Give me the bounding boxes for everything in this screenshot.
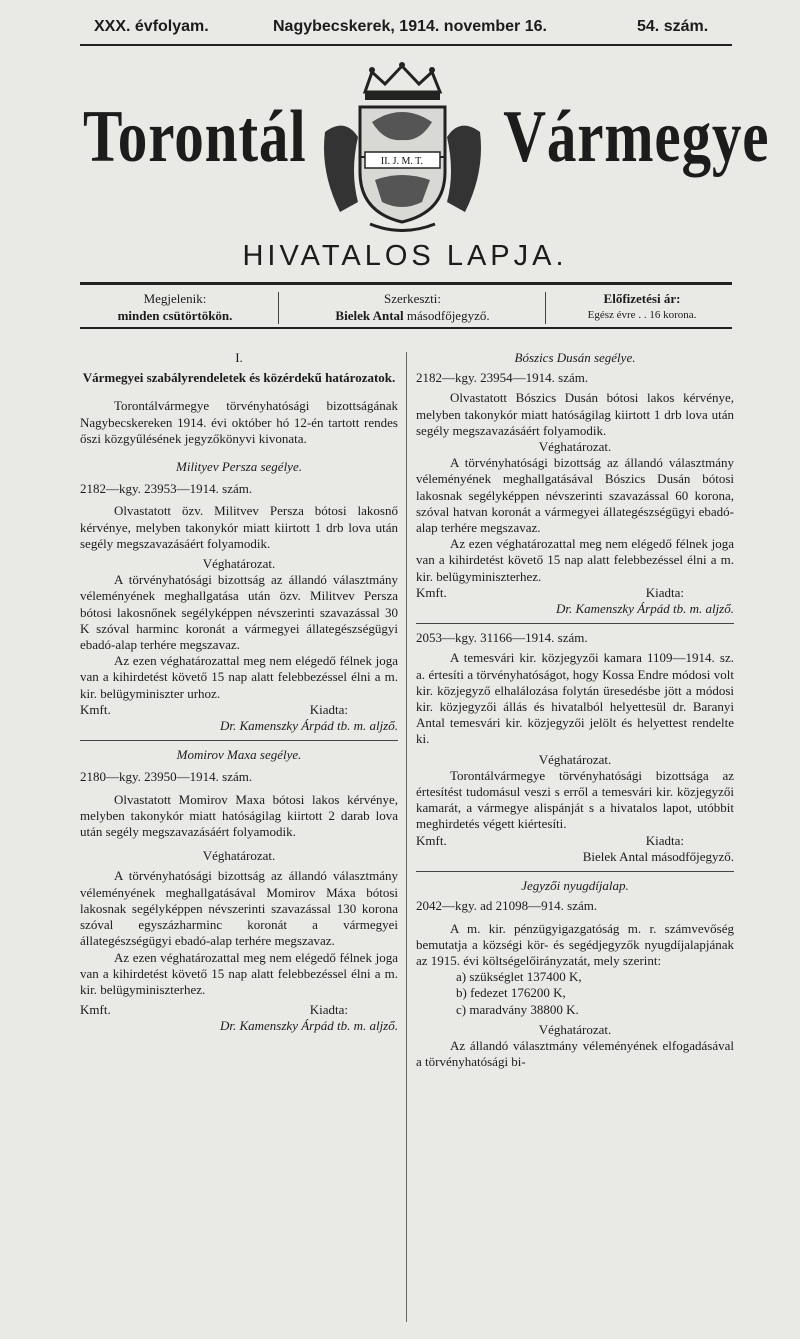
info-divider bbox=[545, 292, 546, 324]
assembly-intro: Torontálvármegye törvényhatósági bizottságának Nagybecskereken 1914. évi október hó 12-én tartott rendes őszi közgyűlésének jegyzőkönyvi kivonata. bbox=[80, 398, 398, 446]
signature-name: Dr. Kamenszky Árpád tb. m. aljző. bbox=[219, 1018, 398, 1034]
issued-label: Kiadta: bbox=[645, 584, 684, 600]
right-column bbox=[416, 350, 734, 1070]
issued-label: Kiadta: bbox=[309, 1002, 348, 1018]
info-editor bbox=[285, 290, 540, 324]
article-number: 2042—kgy. ad 21098—914. szám. bbox=[416, 898, 598, 914]
column-divider bbox=[406, 352, 407, 1322]
issued-label: Kiadta: bbox=[645, 832, 684, 848]
subtitle-rule bbox=[80, 282, 732, 285]
kmft-label: Kmft. bbox=[80, 1002, 111, 1018]
article-read: Olvastatott Momirov Maxa bótosi lakos kérvénye, melyben takonykór miatt hatóságilag kiirtott 2 darab lova után segély megszavazásáért folyamodik. bbox=[80, 791, 398, 840]
decision-text: Torontálvármegye törvényhatósági bizottsága az értesítést tudomásul veszi s erről a temesvári kir. közjegyzői kamarát, a vármegye alispánját s a hivatalos lapot, utóbbit meghirdetés végett kiértesíti. bbox=[416, 767, 734, 832]
signature-name: Dr. Kamenszky Árpád tb. m. aljző. bbox=[555, 601, 734, 617]
signature-name: Dr. Kamenszky Árpád tb. m. aljző. bbox=[219, 718, 398, 734]
article-read: Olvastatott özv. Militvev Persza bótosi lakosnő kérvénye, melyben takonykór miatt kiirtott 1 drb lova után segély megszavazásáért folyamodik. bbox=[80, 503, 398, 551]
masthead-title-left: Torontál bbox=[82, 96, 307, 178]
signature-row bbox=[416, 833, 734, 849]
appears-label: Megjelenik: bbox=[143, 291, 207, 306]
article-divider bbox=[416, 871, 734, 872]
article-title: Jegyzői nyugdíjalap. bbox=[521, 878, 629, 894]
section-number: I. bbox=[235, 350, 243, 365]
issue-header bbox=[80, 18, 730, 40]
article-title: Momirov Maxa segélye. bbox=[176, 747, 302, 763]
info-appears bbox=[80, 290, 270, 324]
article-divider bbox=[80, 740, 398, 741]
decision-text: Az állandó választmány véleményének elfogadásával a törvényhatósági bi- bbox=[416, 1037, 734, 1070]
pension-fund-text: A m. kir. pénzügyigazgatóság m. r. számvevőség bemutatja a községi kör- és segédjegyzők nyugdíjalapjának az 1915. évi költségelőirányzatát, mely szerint: bbox=[416, 920, 734, 968]
info-divider bbox=[278, 292, 279, 324]
editor-label: Szerkeszti: bbox=[383, 291, 442, 306]
decision-heading: Véghatározat. bbox=[538, 1021, 612, 1037]
header-rule bbox=[80, 44, 732, 46]
kmft-label: Kmft. bbox=[80, 701, 111, 717]
info-rule bbox=[80, 327, 732, 329]
appears-value: minden csütörtökön. bbox=[117, 308, 233, 323]
signature-row bbox=[416, 585, 734, 601]
article-title: Milityev Persza segélye. bbox=[176, 459, 302, 475]
subscription-value: Egész évre . . 16 korona. bbox=[587, 309, 697, 321]
signature-name: Bielek Antal másodfőjegyző. bbox=[582, 848, 734, 864]
appeal-text: Az ezen véghatározattal meg nem elégedő félnek joga van a kihirdetést követő 15 nap alatt felebbezéssel élni a m. kir. belügyminiszterhez. bbox=[80, 949, 398, 997]
issue-number: 54. szám. bbox=[637, 18, 709, 35]
article-read: Olvastatott Bószics Dusán bótosi lakos kérvénye, melyben takonykór miatt hatóságilag kiirtott 1 drb lova után segély megszavazásáért folyamodik. bbox=[416, 390, 734, 438]
coat-of-arms-icon bbox=[310, 62, 495, 232]
list-item: b) fedezet 176200 K, bbox=[456, 985, 566, 1001]
article-number: 2053—kgy. 31166—1914. szám. bbox=[416, 630, 588, 646]
issued-label: Kiadta: bbox=[309, 701, 348, 717]
editor-name: Bielek Antal bbox=[335, 308, 404, 323]
section-title: Vármegyei szabályrendeletek és közérdekű határozatok. bbox=[82, 370, 396, 386]
article-number: 2182—kgy. 23953—1914. szám. bbox=[80, 481, 253, 497]
volume-label: XXX. évfolyam. bbox=[94, 18, 209, 35]
left-column bbox=[80, 350, 398, 1035]
signature-row bbox=[80, 1002, 398, 1018]
list-item: c) maradvány 38800 K. bbox=[456, 1001, 579, 1017]
article-number: 2182—kgy. 23954—1914. szám. bbox=[416, 370, 589, 386]
place-date: Nagybecskerek, 1914. november 16. bbox=[273, 18, 547, 35]
signature-row bbox=[80, 702, 398, 718]
list-item: a) szükséglet 137400 K, bbox=[456, 969, 582, 985]
article-divider bbox=[416, 623, 734, 624]
notary-notice: A temesvári kir. közjegyzői kamara 1109—1914. sz. a. értesíti a törvényhatóságot, hogy Kossa Endre módosi volt kir. közjegyző elhalálozása folytán üresedésbe jött a módosi kir. közjegyzői állás és hivatalból helyettesül dr. Baranyi Antal temesvári kir. közjegyzői jelölt és helyettest rendelte ki. bbox=[416, 650, 734, 747]
subscription-label: Előfizetési ár: bbox=[603, 291, 681, 306]
kmft-label: Kmft. bbox=[416, 832, 447, 848]
masthead-subtitle: HIVATALOS LAPJA. bbox=[242, 240, 568, 272]
decision-heading: Véghatározat. bbox=[538, 439, 612, 455]
info-subscription bbox=[552, 290, 732, 324]
masthead-title-right: Vármegye bbox=[503, 96, 770, 178]
article-title: Bószics Dusán segélye. bbox=[514, 350, 636, 365]
decision-text: A törvényhatósági bizottság az állandó választmány véleményének meghallgatása után özv. Militvev Persza bótosi lakosnőnek segélyképpen névszerinti szavazással 30 K szóval harminc koronát a vármegyei állategészségügyi ebadó-alap terhére megszavaz. bbox=[80, 572, 398, 653]
appeal-text: Az ezen véghatározattal meg nem elégedő félnek joga van a kihirdetést követő 15 nap alatt felebbezéssel élni a m. kir. belügyminiszterhez. bbox=[416, 536, 734, 584]
article-number: 2180—kgy. 23950—1914. szám. bbox=[80, 769, 253, 785]
decision-heading: Véghatározat. bbox=[202, 556, 276, 572]
decision-heading: Véghatározat. bbox=[202, 848, 276, 864]
decision-text: A törvényhatósági bizottság az állandó választmány véleményének meghallgatásával Bószics Dusán bótosi lakosnak segélyképpen névszerinti szavazással 60 korona, szóval hatvan koronát a vármegyei állategészségügyi ebadó-alap terhére megszavaz. bbox=[416, 455, 734, 536]
kmft-label: Kmft. bbox=[416, 584, 447, 600]
editor-role: másodfőjegyző. bbox=[406, 308, 490, 323]
appeal-text: Az ezen véghatározattal meg nem elégedő félnek joga van a kihirdetést követő 15 nap alatt felebbezéssel élni a m. kir. belügyminiszter urhoz. bbox=[80, 653, 398, 701]
decision-heading: Véghatározat. bbox=[538, 751, 612, 767]
crest-label: II. J. M. T. bbox=[380, 156, 424, 167]
decision-text: A törvényhatósági bizottság az állandó választmány véleményének meghallgatásával Momirov Máxa bótosi lakosnak segélyképpen névszerinti szavazással 130 korona szóval egyszázharminc koronát a vármegyei állategészségügyi ebadó-alap terhére megszavaz. bbox=[80, 868, 398, 949]
